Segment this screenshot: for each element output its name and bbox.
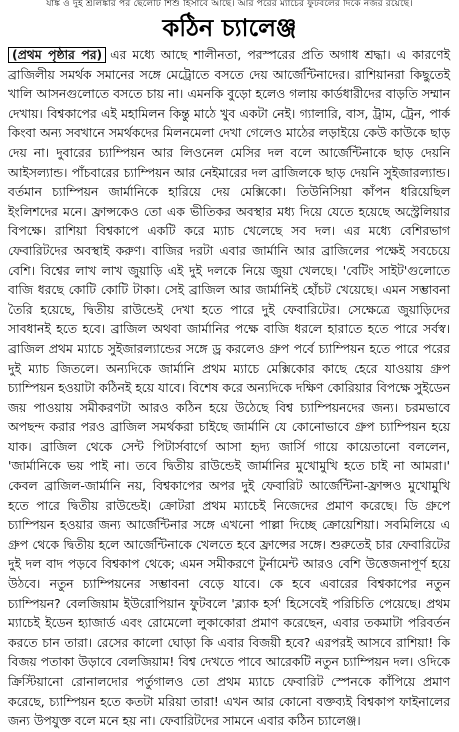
article-headline: কঠিন চ্যালেঞ্জ (162, 14, 297, 42)
continued-from-front-page-label: (প্রথম পৃষ্ঠার পর) (8, 47, 106, 63)
clipped-header-line: র্যাঙ্ক ও দুই শ্রীলঙ্কার পর ছেলেটি শিশু হিসাবে আছে। আর পরের ম্যাচের ফুটবলের দিকে নজর রয়েছে। (46, 0, 413, 9)
article-body-text: এর মধ্যে আছে শালীনতা, পরস্পরের প্রতি অগাধ শ্রদ্ধা। এ কারণেই ব্রাজিলীয় সমর্থক সমানের সঙ্গে মেট্রোতে বসতে দেয় আর্জেন্টিনাদের। রাশিয়ানরা কিছুতেই খালি আসনগুলোতে বসতে চায় না। এমনকি বুড়ো হলেও গলায় কার্ডধারীদের বাড়তি সম্মান দেখায়। বিশ্বকাপের এই মহামিলন কিন্তু মাঠে খুব একটা নেই। গ্যালারি, বাস, ট্রাম, ট্রেন, পার্ক কিংবা অন্য সবখানে সমর্থকদের মিলনমেলা দেখা গেলেও মাঠের লড়াইয়ে কেউ কাউকে ছাড় দেয় না। দুবারের চ্যাম্পিয়ন আর লিওনেল মেসির দল বলে আর্জেন্টিনাকে ছাড় দেয়নি আইসল্যান্ড। পাঁচবারের চ্যাম্পিয়ন আর নেইমারের দল ব্রাজিলকে ছাড় দেয়নি সুইজারল্যান্ড। বর্তমান চ্যাম্পিয়ন জার্মানিকে হারিয়ে দেয় মেক্সিকো। তিউনিসিয়া কাঁপন ধরিয়েছিল ইংলিশদের মনে। ফ্রান্সকেও তো এক ভীতিকর অবস্থার মধ্য দিয়ে যেতে হয়েছে অস্ট্রেলিয়ার বিপক্ষে। রাশিয়া বিশ্বকাপে একটি করে ম্যাচ খেলেছে সব দল। এর মধ্যে বেশিরভাগ ফেবারিটদের অবস্থাই করুণ। বাজির দরটা এবার জার্মানি আর ব্রাজিলের পক্ষেই সবচেয়ে বেশি। বিশ্বের লাখ লাখ জুয়াড়ি এই দুই দলকে নিয়ে জুয়া খেলছে। 'বেটিং সাইট'গুলোতে বাজি ধরছে কোটি কোটি টাকা। সেই ব্রাজিল আর জার্মানিই হোঁচট খেয়েছে। এমন সম্ভাবনা তৈরি হয়েছে, দ্বিতীয় রাউন্ডেই দেখা হতে পারে দুই ফেবারিটের। সেক্ষেত্রে জুয়াড়িদের সাবধানই হতে হবে। ব্রাজিল অথবা জার্মানির পক্ষে বাজি ধরলে হারাতে হতে পারে সর্বস্ব। ব্রাজিল প্রথম ম্যাচে সুইজারল্যান্ডের সঙ্গে ড্র করলেও গ্রুপ পর্বে চ্যাম্পিয়ন হতে পারে পরের দুই ম্যাচ জিতলে। অন্যদিকে জার্মানি প্রথম ম্যাচে মেক্সিকোর কাছে হেরে যাওয়ায় গ্রুপ চ্যাম্পিয়ন হওয়াটা কঠিনই হয়ে যাবে। বিশেষ করে অন্যদিকে দক্ষিণ কোরিয়ার বিপক্ষে সুইডেন জয় পাওয়ায় সমীকরণটা আরও কঠিন হয়ে উঠেছে বিশ্ব চ্যাম্পিয়নদের জন্য। চরমভাবে অপছন্দ করার পরও ব্রাজিল সমর্থকরা চাইছে জার্মানি যে কোনোভাবে গ্রুপ চ্যাম্পিয়ন হয়ে যাক। ব্রাজিল থেকে সেন্ট পিটার্সবার্গে আসা হৃদ্য জার্সি গায়ে কায়েতানো বললেন, 'জার্মানিকে ভয় পাই না। তবে দ্বিতীয় রাউন্ডেই জার্মানির মুখোমুখি হতে চাই না আমরা।' কেবল ব্রাজিল-জার্মানি নয়, বিশ্বকাপের অপর দুই ফেবারিট আর্জেন্টিনা-ফ্রান্সও মুখোমুখি হতে পারে দ্বিতীয় রাউন্ডেই। ক্রোটরা প্রথম ম্যাচেই নিজেদের প্রমাণ করেছে। ডি গ্রুপে চ্যাম্পিয়ন হওয়ার জন্য আর্জেন্টিনার সঙ্গে এখনো পাল্লা দিচ্ছে ক্রোয়েশিয়া। সবমিলিয়ে এ গ্রুপ থেকে দ্বিতীয় হলে আর্জেন্টিনাকে খেলতে হবে ফ্রান্সের সঙ্গে। শুরুতেই চার ফেবারিটের দুই দল বাদ পড়বে বিশ্বকাপ থেকে; এমন সমীকরণে টুর্নামেন্ট আরও বেশি উত্তেজনাপূর্ণ হয়ে উঠবে। নতুন চ্যাম্পিয়নের সম্ভাবনা বেড়ে যাবে। কে হবে এবারের বিশ্বকাপের নতুন চ্যাম্পিয়ন? বেলজিয়াম ইউরোপিয়ান ফুটবলে 'ব্ল্যাক হর্স' হিসেবেই পরিচিতি পেয়েছে। প্রথম ম্যাচেই ইডেন হ্যাজার্ড এবং রোমেলো লুকাকোরা প্রমাণ করেছেন, এবার তকমাটা পরিবর্তন করতে চান তারা। রেসের কালো ঘোড়া কি এবার বিজয়ী হবে? এরপরই আসবে রাশিয়া! কি বিজয় পতাকা উড়াবে বেলজিয়াম! বিশ্ব দেখতে পাবে আরেকটি নতুন চ্যাম্পিয়ন দল। ওদিকে ক্রিস্টিয়ানো রোনালদোর পর্তুগালও তো প্রথম ম্যাচে ফেবারিট স্পেনকে কাঁপিয়ে প্রমাণ করেছে, চ্যাম্পিয়ন হতে কতটা মরিয়া তারা! এখন আর কোনো বক্তব্যই বিশ্বকাপ ফাইনালের জন্য উপযুক্ত বলে মনে হয় না। ফেবারিটদের সামনে এবার কঠিন চ্যালেঞ্জ। (8, 48, 450, 729)
article-body (8, 46, 450, 729)
